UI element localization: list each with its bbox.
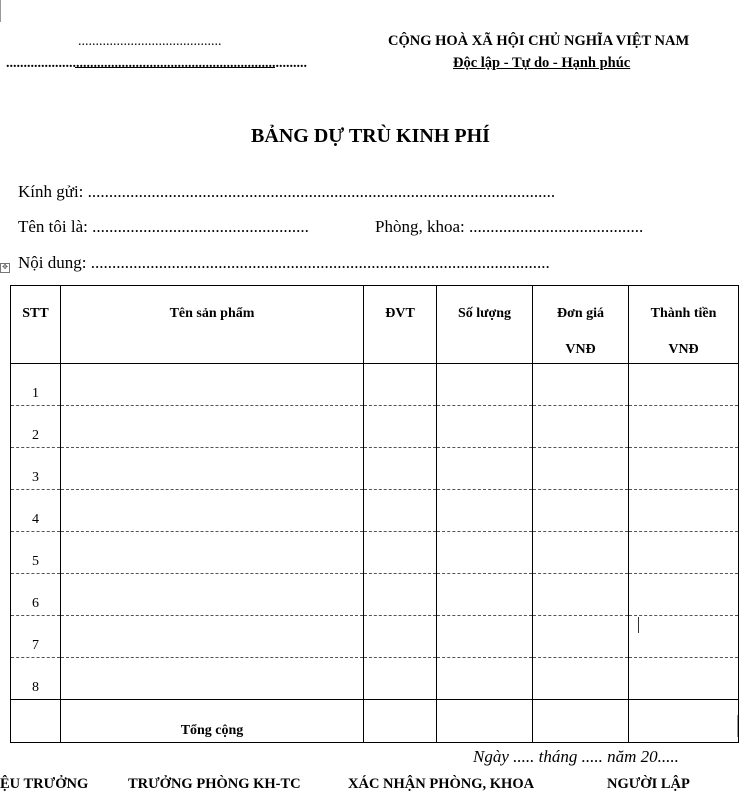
header-unit: ĐVT [364, 286, 437, 364]
cell-unit[interactable] [364, 448, 437, 490]
cell-quantity[interactable] [437, 448, 533, 490]
cell-product-name[interactable] [61, 574, 364, 616]
cell-product-name[interactable] [61, 364, 364, 406]
row-number: 2 [11, 406, 61, 448]
signature-department: XÁC NHẬN PHÒNG, KHOA [348, 776, 535, 792]
table-move-handle-icon[interactable]: ✥ [0, 263, 10, 273]
cell-quantity[interactable] [437, 532, 533, 574]
row-number: 6 [11, 574, 61, 616]
national-motto: Độc lập - Tự do - Hạnh phúc [453, 55, 631, 71]
cell-amount[interactable] [629, 532, 739, 574]
field-noi-dung[interactable]: Nội dung: ............................................................................................................ [18, 253, 550, 272]
total-stt-cell [11, 700, 61, 743]
field-phong-khoa[interactable]: Phòng, khoa: ......................................... [375, 217, 644, 236]
table-header-row [11, 286, 739, 364]
row-number: 5 [11, 532, 61, 574]
row-number: 7 [11, 616, 61, 658]
table-row[interactable] [11, 658, 739, 700]
national-title: CỘNG HOÀ XÃ HỘI CHỦ NGHĨA VIỆT NAM [388, 33, 690, 49]
cell-product-name[interactable] [61, 616, 364, 658]
total-label: Tổng cộng [61, 700, 364, 743]
date-line[interactable]: Ngày ..... tháng ..... năm 20..... [473, 747, 679, 766]
cell-unit[interactable] [364, 658, 437, 700]
cell-amount[interactable] [629, 490, 739, 532]
cell-amount[interactable] [629, 406, 739, 448]
cell-amount[interactable] [629, 616, 739, 658]
total-unit-price-cell[interactable] [533, 700, 629, 743]
cell-quantity[interactable] [437, 406, 533, 448]
page-corner-mark [0, 0, 4, 22]
org-underline [75, 67, 275, 68]
cell-unit[interactable] [364, 532, 437, 574]
total-row[interactable] [11, 700, 739, 743]
cell-amount[interactable] [629, 574, 739, 616]
cell-quantity[interactable] [437, 490, 533, 532]
cell-product-name[interactable] [61, 406, 364, 448]
cell-quantity[interactable] [437, 616, 533, 658]
cell-unit-price[interactable] [533, 532, 629, 574]
header-stt: STT [11, 286, 61, 364]
total-amount-cell[interactable] [629, 700, 739, 743]
cell-unit[interactable] [364, 574, 437, 616]
cell-unit[interactable] [364, 490, 437, 532]
cell-product-name[interactable] [61, 658, 364, 700]
row-number: 8 [11, 658, 61, 700]
budget-table [10, 285, 739, 743]
table-row[interactable] [11, 364, 739, 406]
document-title: BẢNG DỰ TRÙ KINH PHÍ [251, 125, 490, 147]
signature-finance-head: TRƯỞNG PHÒNG KH-TC [128, 776, 301, 792]
table-row[interactable] [11, 616, 739, 658]
table-row[interactable] [11, 448, 739, 490]
table-row[interactable] [11, 406, 739, 448]
org-name-line-1[interactable]: ......................................... [78, 34, 222, 49]
cell-product-name[interactable] [61, 490, 364, 532]
header-amount: Thành tiền VNĐ [629, 286, 739, 364]
cell-amount[interactable] [629, 658, 739, 700]
field-ten-toi-la[interactable]: Tên tôi là: ................................................... [18, 217, 309, 236]
org-name-line-2[interactable]: ...................................................................................... [6, 56, 307, 71]
total-quantity-cell[interactable] [437, 700, 533, 743]
cell-unit-price[interactable] [533, 574, 629, 616]
row-number: 1 [11, 364, 61, 406]
cell-product-name[interactable] [61, 448, 364, 490]
table-row[interactable] [11, 532, 739, 574]
row-number: 4 [11, 490, 61, 532]
cell-unit-price[interactable] [533, 616, 629, 658]
table-row[interactable] [11, 490, 739, 532]
row-number: 3 [11, 448, 61, 490]
cell-unit-price[interactable] [533, 406, 629, 448]
cell-amount[interactable] [629, 364, 739, 406]
cell-unit-price[interactable] [533, 364, 629, 406]
cell-unit[interactable] [364, 406, 437, 448]
cell-unit[interactable] [364, 364, 437, 406]
field-kinh-gui[interactable]: Kính gửi: .............................................................................................................. [18, 182, 556, 201]
cell-unit-price[interactable] [533, 658, 629, 700]
signature-preparer: NGƯỜI LẬP [607, 776, 690, 792]
cell-amount[interactable] [629, 448, 739, 490]
cell-unit-price[interactable] [533, 448, 629, 490]
cell-quantity[interactable] [437, 658, 533, 700]
table-row[interactable] [11, 574, 739, 616]
cell-product-name[interactable] [61, 532, 364, 574]
signature-principal: ỆU TRƯỞNG [0, 776, 89, 792]
cell-unit-price[interactable] [533, 490, 629, 532]
header-product-name: Tên sản phẩm [61, 286, 364, 364]
text-cursor [638, 617, 639, 633]
cell-unit[interactable] [364, 616, 437, 658]
header-quantity: Số lượng [437, 286, 533, 364]
cell-quantity[interactable] [437, 574, 533, 616]
total-unit-cell[interactable] [364, 700, 437, 743]
header-unit-price: Đơn giá VNĐ [533, 286, 629, 364]
cell-quantity[interactable] [437, 364, 533, 406]
